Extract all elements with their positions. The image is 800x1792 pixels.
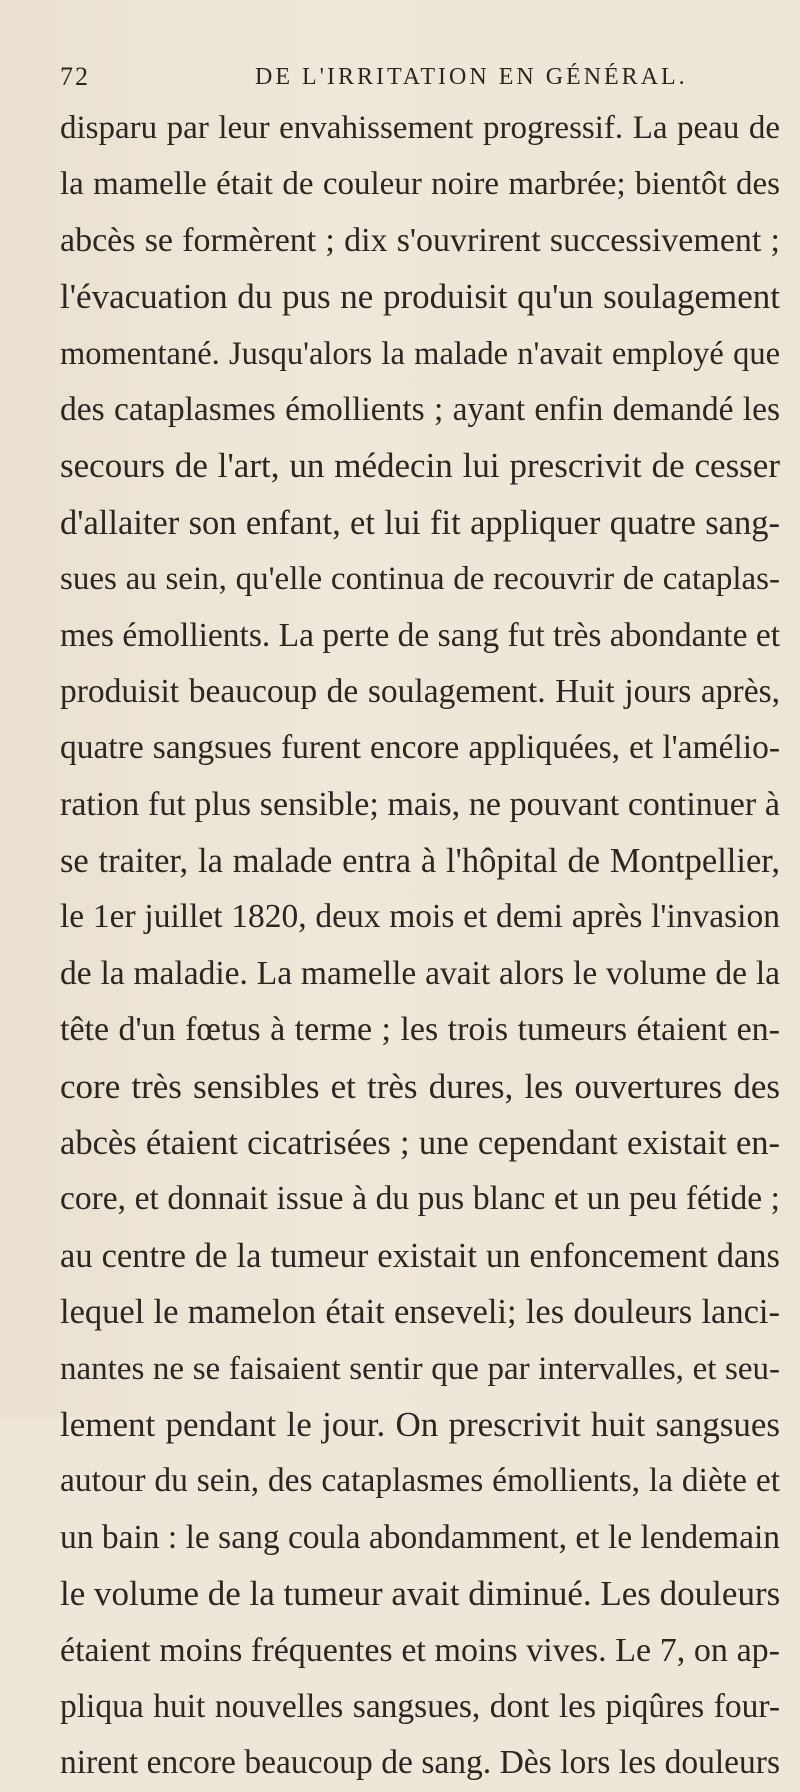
text-line: abcès se formèrent ; dix s'ouvrirent successivement ; <box>60 221 780 259</box>
text-line: la mamelle était de couleur noire marbrée; bientôt des <box>60 166 780 203</box>
text-line: autour du sein, des cataplasmes émollients, la diète et <box>60 1462 780 1500</box>
text-line: abcès étaient cicatrisées ; une cependant existait en- <box>60 1124 780 1163</box>
text-line: secours de l'art, un médecin lui prescrivit de cesser <box>60 446 780 486</box>
text-line: ration fut plus sensible; mais, ne pouvant continuer à <box>60 785 780 823</box>
text-line: étaient moins fréquentes et moins vives. Le 7, on ap- <box>60 1631 780 1669</box>
text-line: au centre de la tumeur existait un enfoncement dans <box>60 1236 780 1275</box>
text-line: lequel le mamelon était enseveli; les douleurs lanci- <box>60 1293 780 1332</box>
text-line: nantes ne se faisaient sentir que par intervalles, et seu- <box>60 1350 780 1387</box>
page-number: 72 <box>60 62 90 91</box>
text-line: produisit beaucoup de soulagement. Huit jours après, <box>60 672 780 710</box>
page-header <box>60 62 780 102</box>
text-line: lement pendant le jour. On prescrivit huit sangsues <box>60 1404 780 1444</box>
text-line: tête d'un fœtus à terme ; les trois tumeurs étaient en- <box>60 1011 780 1049</box>
text-line: nirent encore beaucoup de sang. Dès lors les douleurs <box>60 1744 780 1782</box>
text-line: d'allaiter son enfant, et lui fit appliquer quatre sang- <box>60 503 780 542</box>
text-line: disparu par leur envahissement progressif. La peau de <box>60 110 780 146</box>
text-line: sues au sein, qu'elle continua de recouvrir de cataplas- <box>60 561 780 598</box>
text-line: mes émollients. La perte de sang fut très abondante et <box>60 616 781 654</box>
text-line: des cataplasmes émollients ; ayant enfin demandé les <box>60 390 780 428</box>
text-line: l'évacuation du pus ne produisit qu'un soulagement <box>60 277 780 317</box>
text-line: de la maladie. La mamelle avait alors le volume de la <box>60 954 780 992</box>
text-line: core très sensibles et très dures, les ouvertures des <box>60 1066 780 1106</box>
text-line: core, et donnait issue à du pus blanc et un peu fétide ; <box>60 1180 780 1218</box>
text-line: le 1er juillet 1820, deux mois et demi après l'invasion <box>60 898 780 936</box>
body-text <box>60 100 780 1792</box>
text-line: momentané. Jusqu'alors la malade n'avait employé que <box>60 335 780 372</box>
running-head: DE L'IRRITATION EN GÉNÉRAL. <box>255 64 688 90</box>
text-line: quatre sangsues furent encore appliquées, et l'amélio- <box>60 729 780 767</box>
text-line: un bain : le sang coula abondamment, et le lendemain <box>60 1518 781 1556</box>
text-line: le volume de la tumeur avait diminué. Les douleurs <box>60 1574 781 1614</box>
text-line: pliqua huit nouvelles sangsues, dont les piqûres four- <box>60 1687 780 1725</box>
text-line: se traiter, la malade entra à l'hôpital de Montpellier, <box>60 842 780 881</box>
